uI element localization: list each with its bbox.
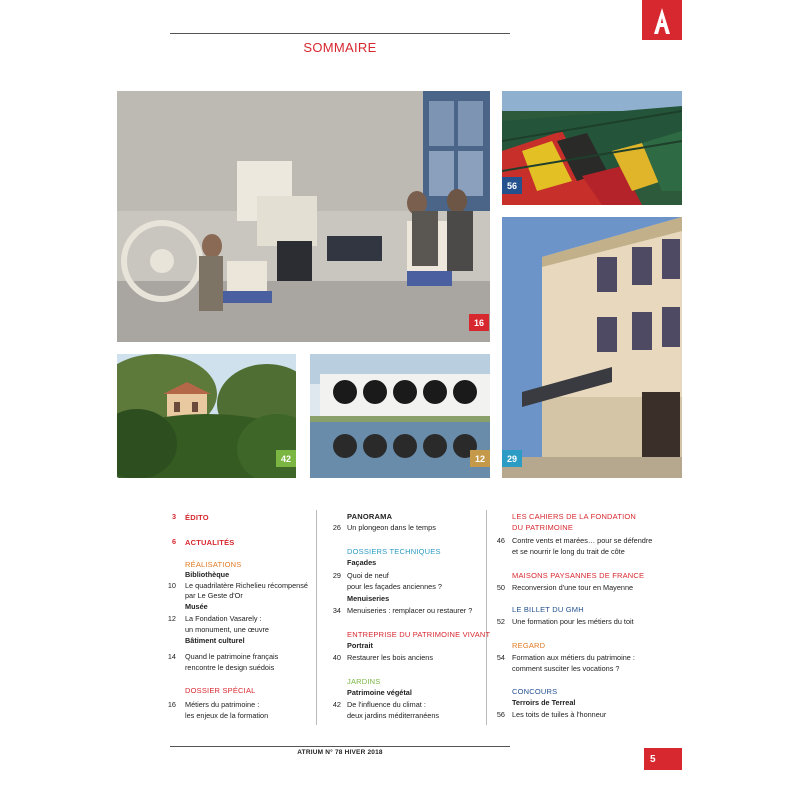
toc-entry[interactable]: Le quadrilatère Richelieu récompensé (185, 581, 308, 590)
entry-page-number: 12 (167, 614, 176, 623)
section-actualites[interactable]: ACTUALITÉS (185, 538, 235, 547)
section-regard[interactable]: REGARD (512, 641, 546, 650)
toc-entry[interactable]: Une formation pour les métiers du toit (512, 617, 634, 626)
toc-entry[interactable]: deux jardins méditerranéens (347, 711, 440, 720)
header-rule (170, 33, 510, 34)
page-badge-56: 56 (502, 177, 522, 194)
subsection-title: Menuiseries (347, 594, 390, 603)
entry-page-number: 40 (332, 653, 341, 662)
section-jardins[interactable]: JARDINS (347, 677, 381, 686)
entry-page-number: 16 (167, 700, 176, 709)
toc-entry[interactable]: Métiers du patrimoine : (185, 700, 260, 709)
section-dossier-special[interactable]: DOSSIER SPÉCIAL (185, 686, 256, 695)
toc-entry[interactable]: Menuiseries : remplacer ou restaurer ? (347, 606, 473, 615)
entry-page-number: 34 (332, 606, 341, 615)
toc-entry[interactable]: Formation aux métiers du patrimoine : (512, 653, 635, 662)
column-divider (316, 510, 317, 725)
subsection-title: Bibliothèque (185, 570, 230, 579)
page-badge-16: 16 (469, 314, 489, 331)
toc-entry[interactable]: La Fondation Vasarely : (185, 614, 262, 623)
entry-page-number: 6 (171, 537, 176, 546)
section-dossiers-techniques[interactable]: DOSSIERS TECHNIQUES (347, 547, 441, 556)
section-entreprise-patrimoine-vivant[interactable]: ENTREPRISE DU PATRIMOINE VIVANT (347, 630, 491, 639)
entry-page-number: 26 (332, 523, 341, 532)
footer-rule (170, 746, 510, 747)
toc-entry[interactable]: pour les façades anciennes ? (347, 582, 442, 591)
entry-page-number: 42 (332, 700, 341, 709)
toc-entry[interactable]: Reconversion d'une tour en Mayenne (512, 583, 634, 592)
photo-fondation-vasarely (310, 354, 490, 478)
subsection-title: Terroirs de Terreal (512, 698, 576, 707)
toc-entry[interactable]: un monument, une œuvre (185, 625, 269, 634)
issue-footer: ATRIUM N° 78 HIVER 2018 (297, 749, 383, 756)
subsection-title: Musée (185, 602, 208, 611)
toc-entry[interactable]: Quand le patrimoine français (185, 652, 279, 661)
subsection-title: Portrait (347, 641, 373, 650)
section-cahiers-fondation-line2[interactable]: DU PATRIMOINE (512, 523, 574, 532)
photo-roof-tiles (502, 91, 682, 205)
entry-page-number: 14 (167, 652, 176, 661)
section-realisations[interactable]: RÉALISATIONS (185, 560, 242, 569)
subsection-title: Patrimoine végétal (347, 688, 412, 697)
photo-facade-building (502, 217, 682, 478)
toc-entry[interactable]: Contre vents et marées… pour se défendre (512, 536, 653, 545)
section-maisons-paysannes[interactable]: MAISONS PAYSANNES DE FRANCE (512, 571, 645, 580)
photo-garden-villa (117, 354, 296, 478)
toc-entry[interactable]: comment susciter les vocations ? (512, 664, 620, 673)
section-billet-gmh[interactable]: LE BILLET DU GMH (512, 605, 584, 614)
toc-entry[interactable]: rencontre le design suédois (185, 663, 275, 672)
toc-entry[interactable]: par Le Geste d'Or (185, 591, 243, 600)
subsection-title: Bâtiment culturel (185, 636, 245, 645)
page-title: SOMMAIRE (303, 40, 377, 55)
magazine-logo (642, 0, 682, 40)
section-concours[interactable]: CONCOURS (512, 687, 558, 696)
toc-entry[interactable]: De l'influence du climat : (347, 700, 426, 709)
page-badge-42: 42 (276, 450, 296, 467)
entry-page-number: 10 (167, 581, 176, 590)
entry-page-number: 54 (496, 653, 505, 662)
toc-entry[interactable]: Restaurer les bois anciens (347, 653, 433, 662)
subsection-title: Façades (347, 558, 377, 567)
page-badge-12: 12 (470, 450, 490, 467)
toc-entry[interactable]: et se nourrir le long du trait de côte (512, 547, 625, 556)
entry-page-number: 56 (496, 710, 505, 719)
entry-page-number: 29 (332, 571, 341, 580)
page-number-tab: 5 (644, 748, 682, 770)
column-divider (486, 510, 487, 725)
toc-entry[interactable]: Un plongeon dans le temps (347, 523, 436, 532)
entry-page-number: 52 (496, 617, 505, 626)
section-edito[interactable]: ÉDITO (185, 513, 209, 522)
photo-workshop (117, 91, 490, 342)
toc-entry[interactable]: les enjeux de la formation (185, 711, 269, 720)
entry-page-number: 46 (496, 536, 505, 545)
entry-page-number: 50 (496, 583, 505, 592)
toc-entry[interactable]: Les toits de tuiles à l'honneur (512, 710, 607, 719)
page-badge-29: 29 (502, 450, 522, 467)
section-cahiers-fondation[interactable]: LES CAHIERS DE LA FONDATION (512, 512, 637, 521)
toc-entry[interactable]: Quoi de neuf (347, 571, 389, 580)
entry-page-number: 3 (171, 512, 176, 521)
section-panorama[interactable]: PANORAMA (347, 512, 393, 521)
